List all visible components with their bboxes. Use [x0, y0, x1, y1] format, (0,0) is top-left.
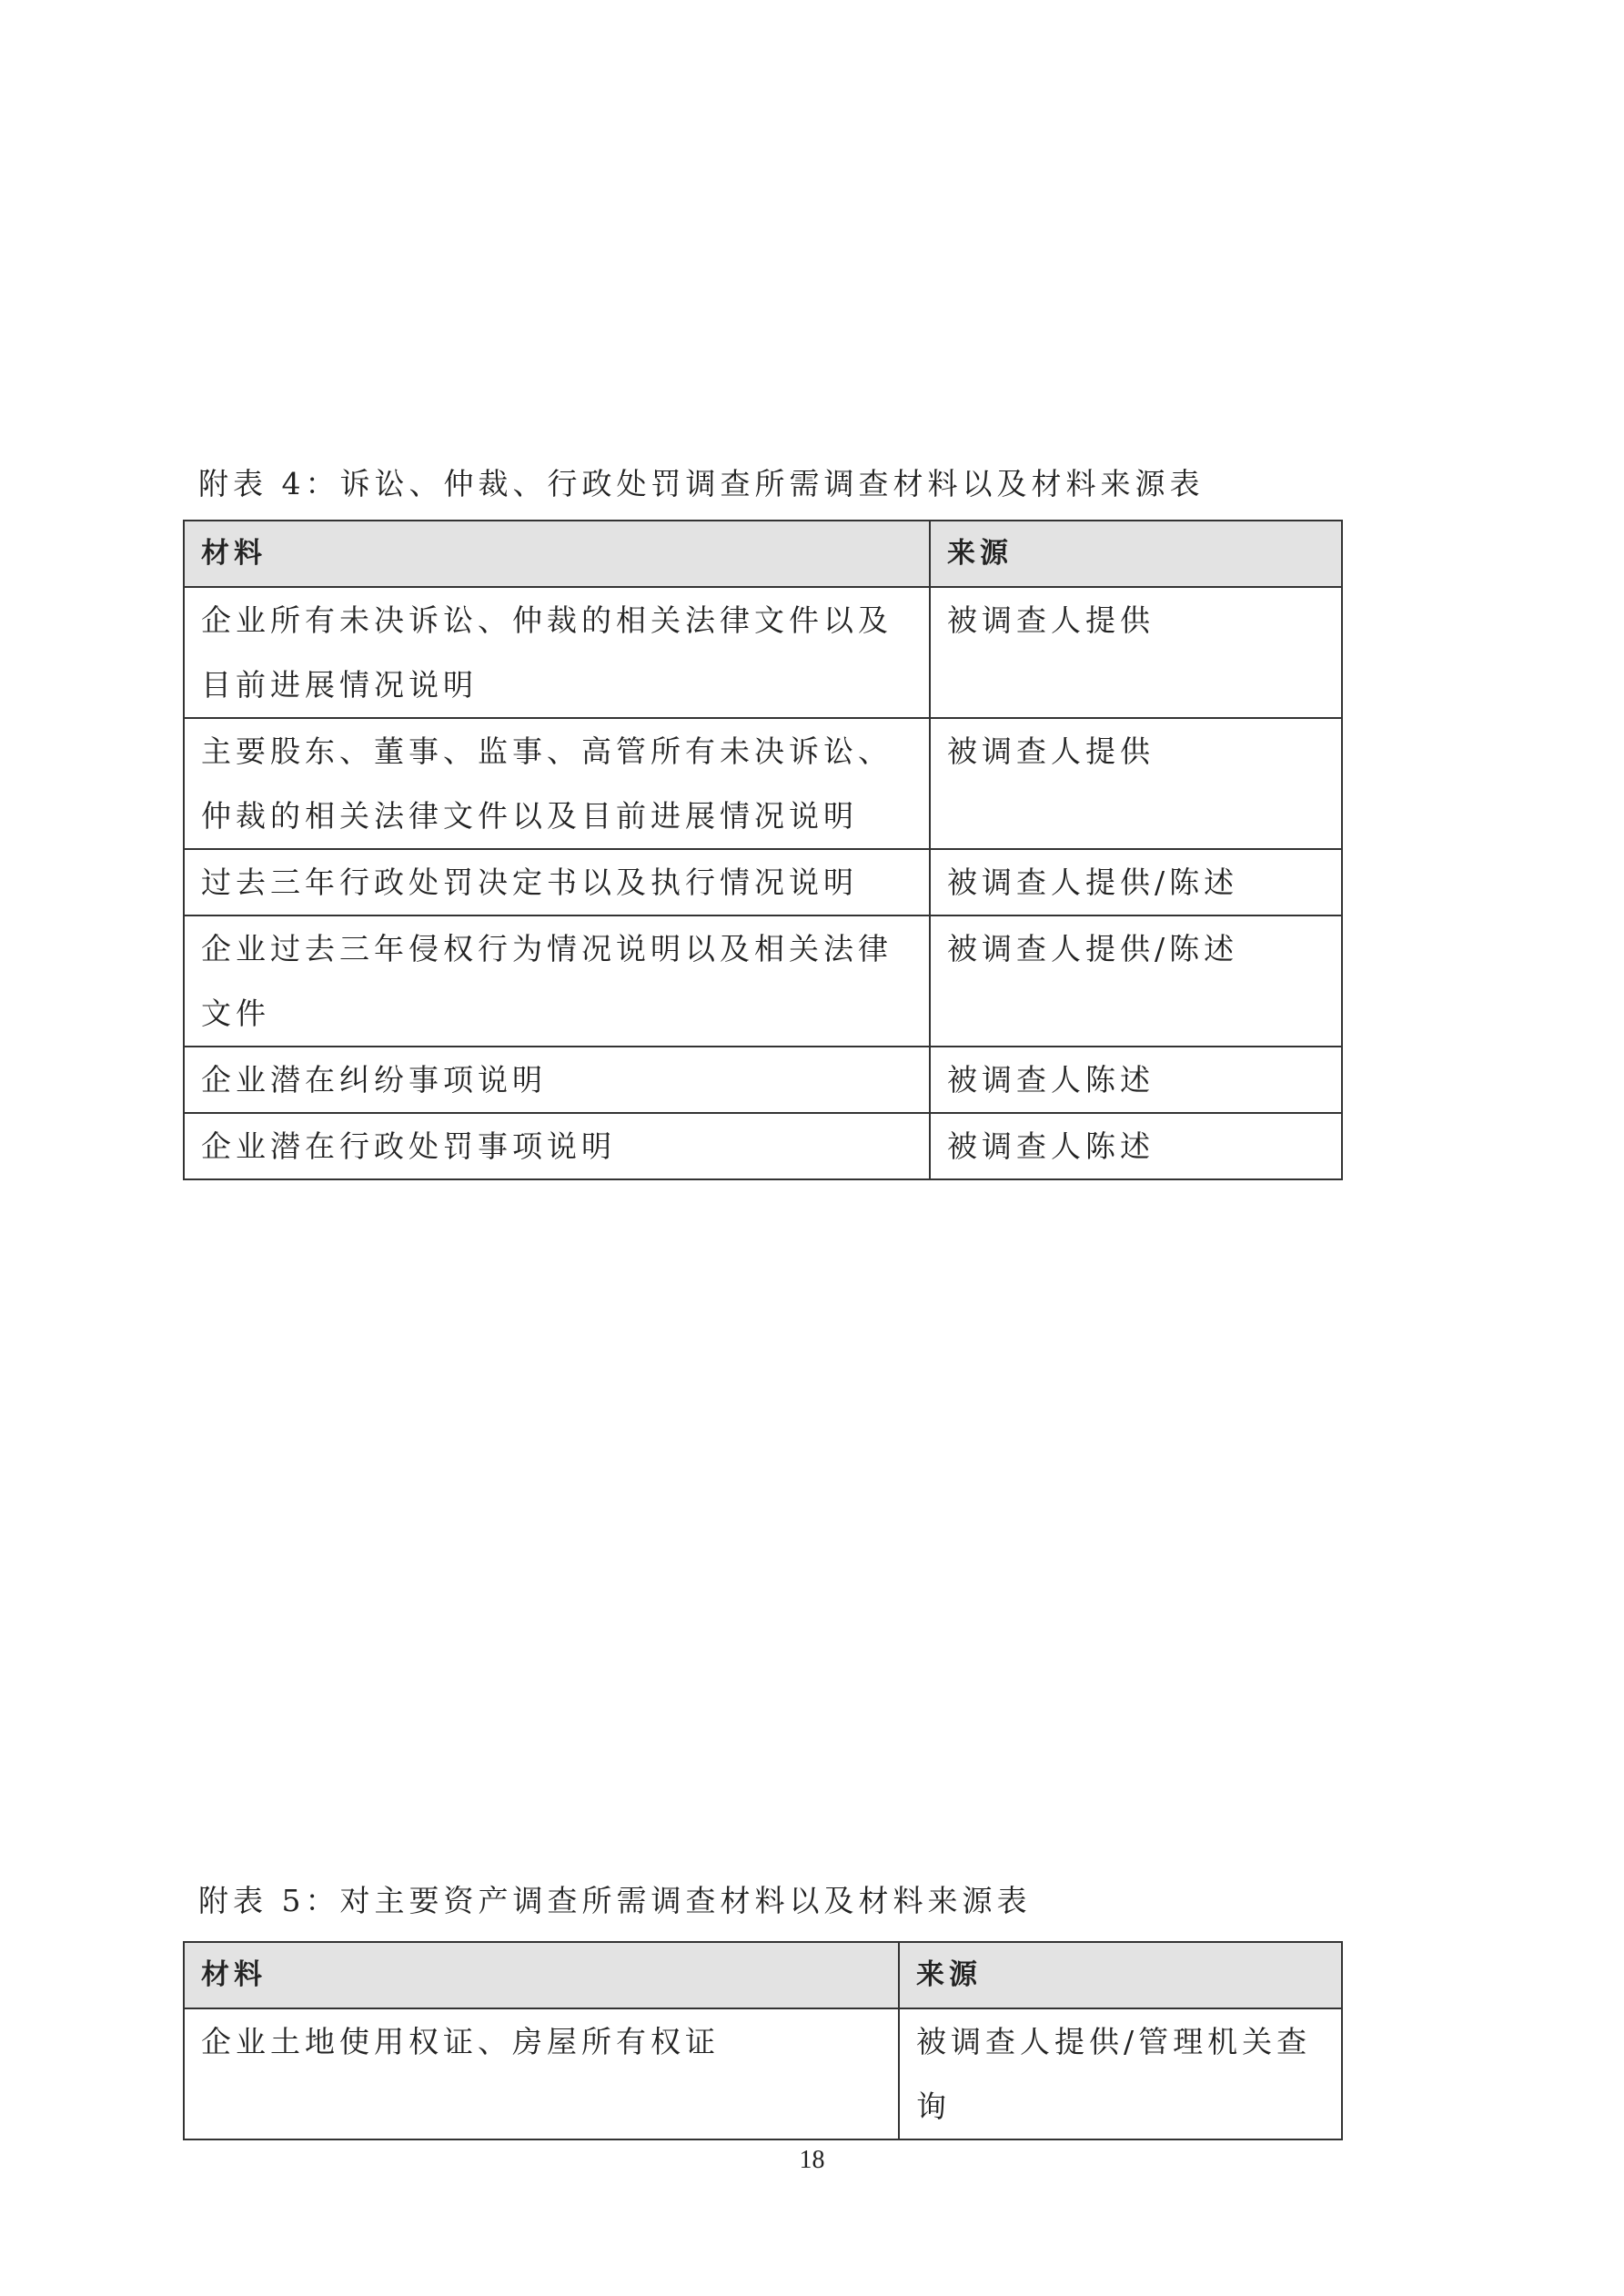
material-cell: 企业土地使用权证、房屋所有权证 [184, 2008, 899, 2139]
column-header-material: 材料 [184, 1942, 899, 2008]
column-header-source: 来源 [930, 521, 1342, 587]
table-row [184, 1113, 1342, 1179]
source-cell: 被调查人提供 [930, 587, 1342, 718]
source-cell: 被调查人提供/陈述 [930, 915, 1342, 1047]
table-row [184, 587, 1342, 718]
material-cell: 主要股东、董事、监事、高管所有未决诉讼、仲裁的相关法律文件以及目前进展情况说明 [184, 718, 930, 849]
column-header-source: 来源 [899, 1942, 1342, 2008]
column-header-material: 材料 [184, 521, 930, 587]
table-header-row [184, 1942, 1342, 2008]
page-number: 18 [799, 2146, 825, 2174]
table-row [184, 915, 1342, 1047]
material-cell: 过去三年行政处罚决定书以及执行情况说明 [184, 849, 930, 915]
asset-materials-table [183, 1941, 1343, 2140]
material-cell: 企业所有未决诉讼、仲裁的相关法律文件以及目前进展情况说明 [184, 587, 930, 718]
source-cell: 被调查人提供 [930, 718, 1342, 849]
litigation-materials-table [183, 520, 1343, 1180]
table-row [184, 2008, 1342, 2139]
material-cell: 企业过去三年侵权行为情况说明以及相关法律文件 [184, 915, 930, 1047]
material-cell: 企业潜在行政处罚事项说明 [184, 1113, 930, 1179]
table-row [184, 1047, 1342, 1113]
source-cell: 被调查人陈述 [930, 1113, 1342, 1179]
table-header-row [184, 521, 1342, 587]
table-4-caption: 附表 4：诉讼、仲裁、行政处罚调查所需调查材料以及材料来源表 [198, 466, 1205, 501]
source-cell: 被调查人提供/管理机关查询 [899, 2008, 1342, 2139]
table-row [184, 849, 1342, 915]
table-5-caption: 附表 5：对主要资产调查所需调查材料以及材料来源表 [198, 1883, 1032, 1918]
material-cell: 企业潜在纠纷事项说明 [184, 1047, 930, 1113]
source-cell: 被调查人陈述 [930, 1047, 1342, 1113]
table-row [184, 718, 1342, 849]
source-cell: 被调查人提供/陈述 [930, 849, 1342, 915]
